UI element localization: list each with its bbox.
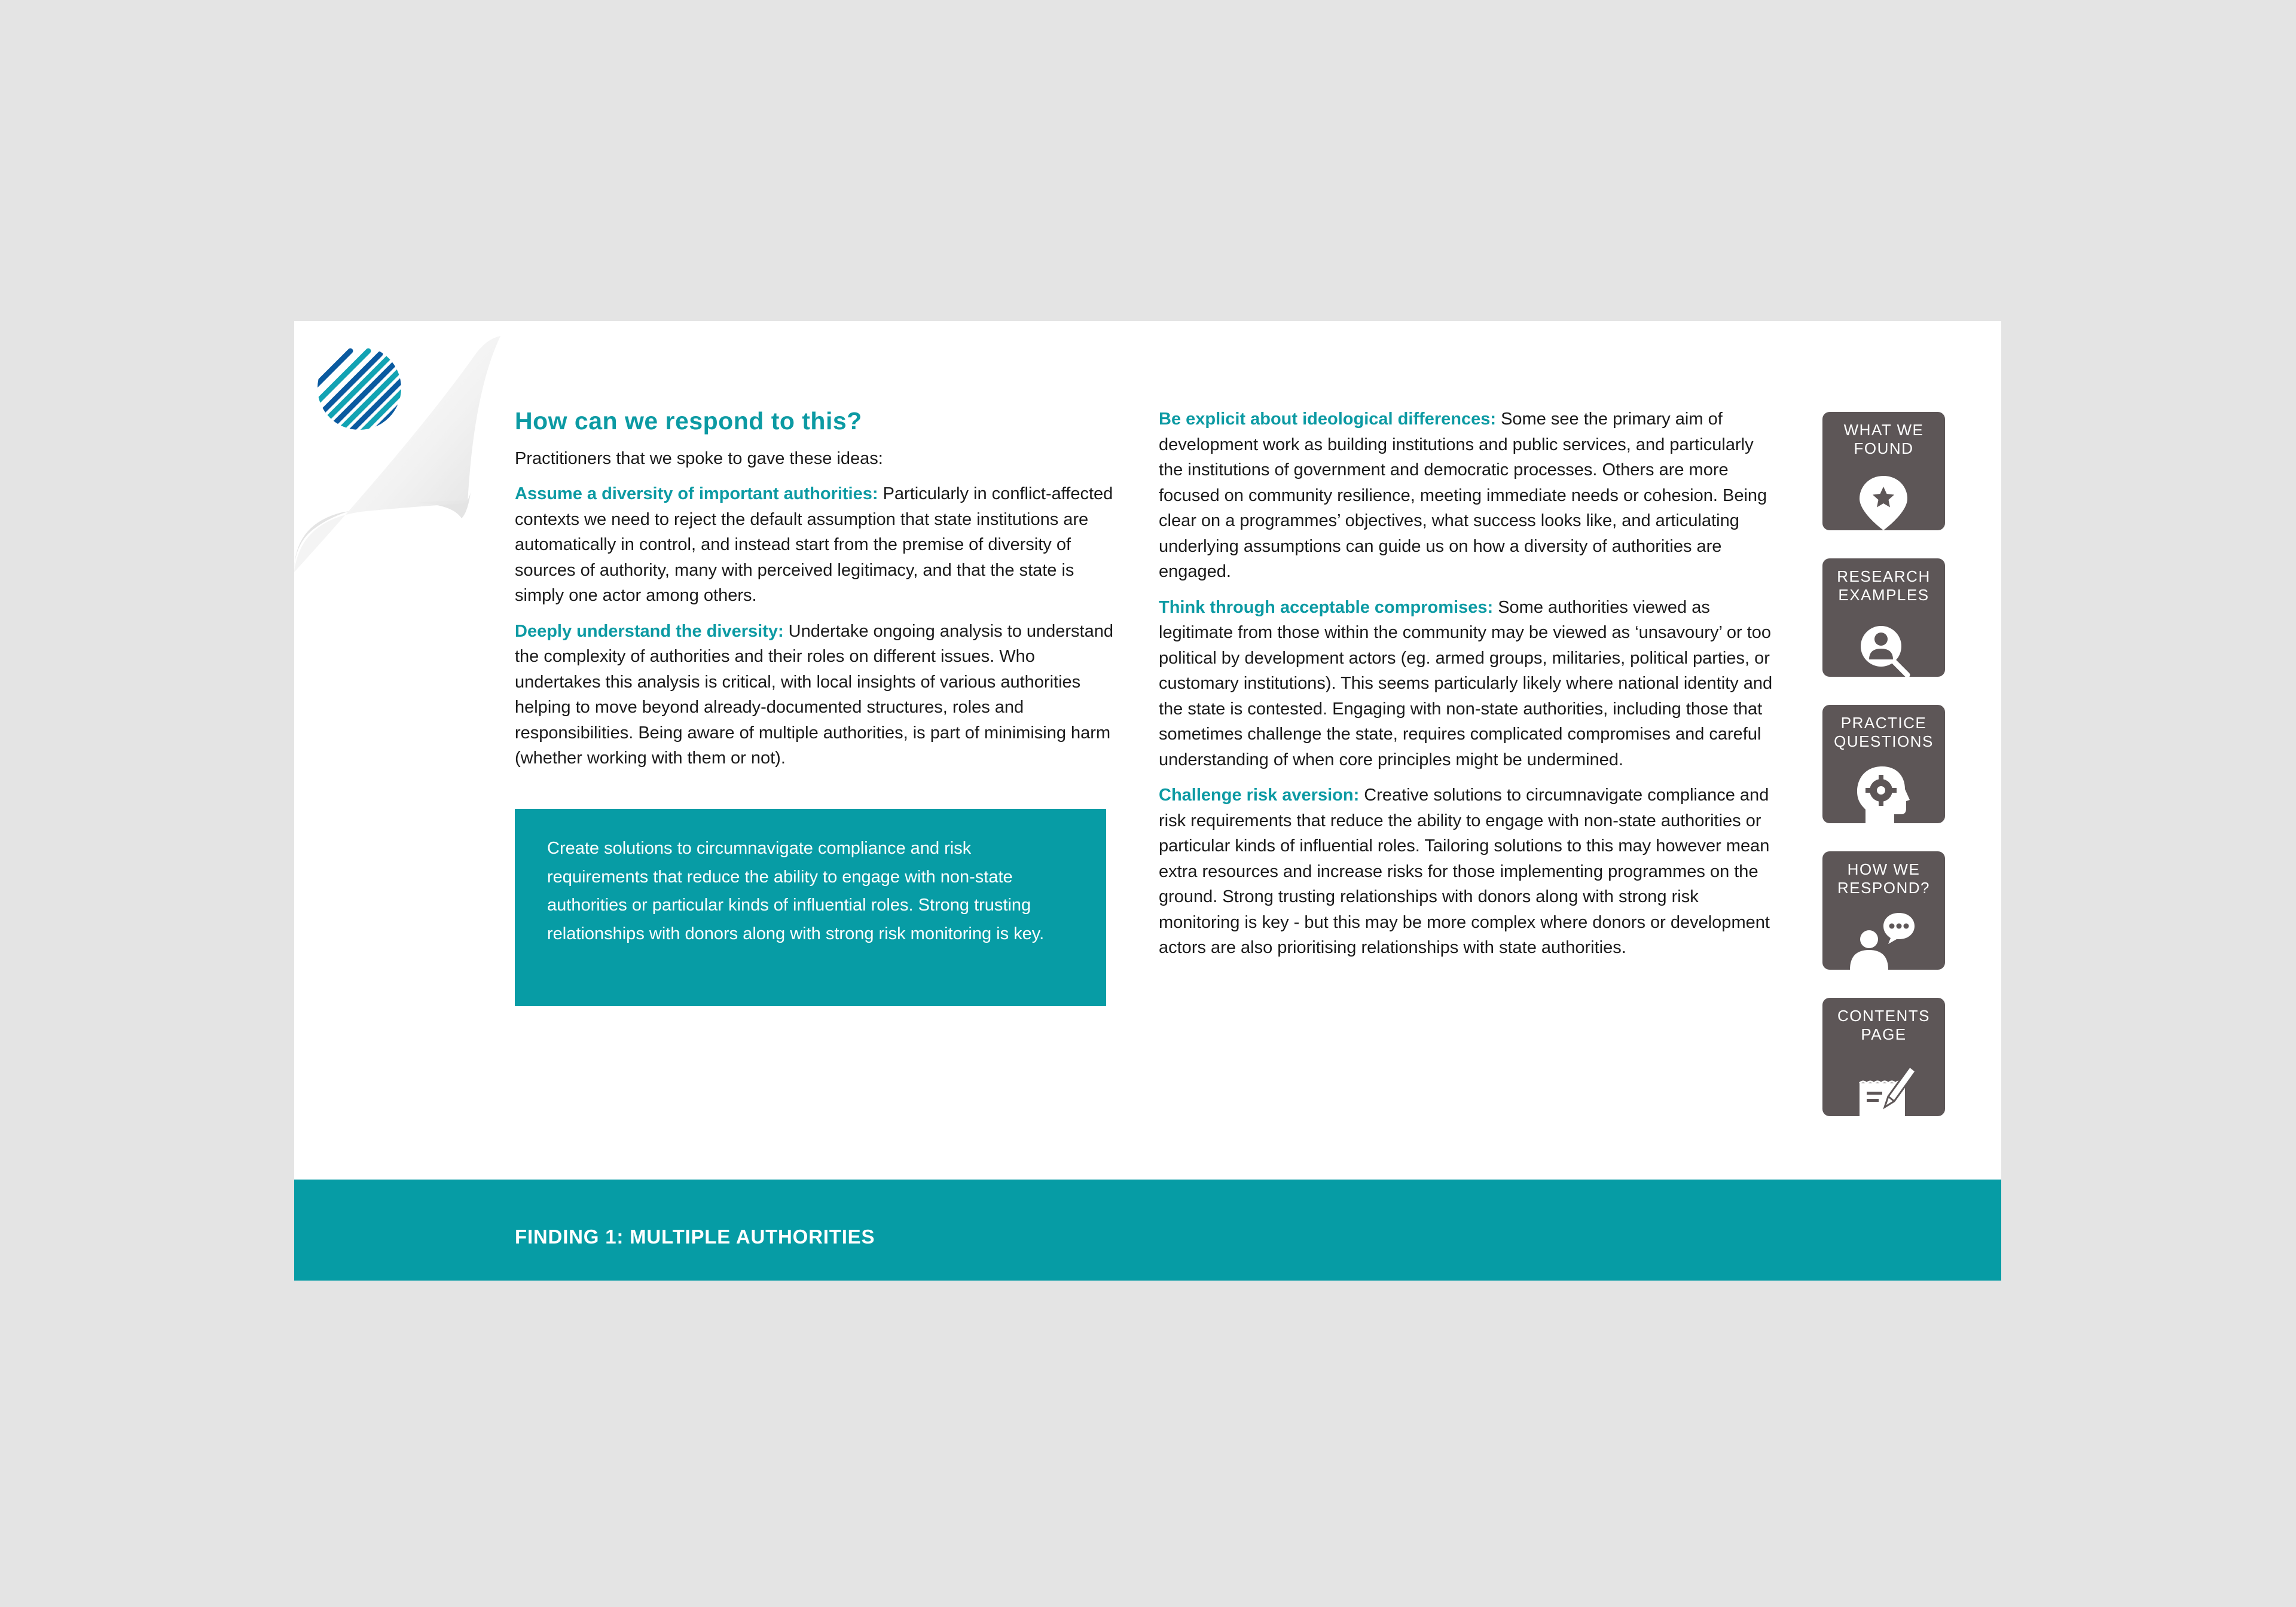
nav-research-examples-button[interactable] <box>1822 558 1945 677</box>
paragraph <box>515 619 1119 771</box>
paragraph-lead: Be explicit about ideological differences: <box>1159 410 1497 429</box>
left-column <box>515 481 1119 781</box>
paragraph-body: Undertake ongoing analysis to understand the complexity of authorities and their roles on different issues. Who undertakes this analysis is critical, with local insights of various authorities helping to move beyond already-documented structures, roles and responsibilities. Being aware of multiple authorities, is part of minimising harm (whether working with them or not). <box>515 621 1113 768</box>
paragraph-lead: Deeply understand the diversity: <box>515 621 784 641</box>
paragraph <box>1159 407 1781 585</box>
paragraph-body: Particularly in conflict-affected contexts we need to reject the default assumption that state institutions are automatically in control, and instead start from the premise of diversity of sources of authority, many with perceived legitimacy, and that the state is simply one actor among others. <box>515 484 1113 605</box>
nav-what-we-found-button[interactable] <box>1822 412 1945 530</box>
paragraph-body: Creative solutions to circumnavigate compliance and risk requirements that reduce the ability to engage with non-state authorities or particular kinds of influential roles. Tailoring solutions to this may however mean extra resources and increase risks for those implementing programmes on the ground. Strong trusting relationships with donors along with strong risk monitoring is key - but this may be more complex where donors or development actors are also prioritising relationships with state authorities. <box>1159 786 1770 957</box>
nav-label: RESEARCH EXAMPLES <box>1837 567 1931 604</box>
paragraph <box>1159 783 1781 961</box>
nav-label: HOW WE RESPOND? <box>1837 860 1931 897</box>
head-gear-icon <box>1848 762 1919 823</box>
paragraph-body: Some see the primary aim of development work as building institutions and public services, and particularly the institutions of government and democratic processes. Others are more focused on community resilience, meeting immediate needs or cohesion. Being clear on a programmes’ objectives, what success looks like, and articulating underlying assumptions can guide us on how a diversity of authorities are engaged. <box>1159 410 1767 581</box>
nav-contents-page-button[interactable] <box>1822 998 1945 1116</box>
nav-label: PRACTICE QUESTIONS <box>1834 714 1934 750</box>
footer-label: FINDING 1: MULTIPLE AUTHORITIES <box>515 1226 875 1248</box>
paragraph-lead: Challenge risk aversion: <box>1159 786 1360 805</box>
map-pin-star-icon <box>1848 469 1919 530</box>
callout-text: Create solutions to circumnavigate compliance and risk requirements that reduce the ability to engage with non-state authorities or particular kinds of influential roles. Strong trusting relationships with donors along with strong risk monitoring is key. <box>547 839 1045 943</box>
nav-practice-questions-button[interactable] <box>1822 705 1945 823</box>
paragraph <box>515 481 1119 609</box>
paragraph <box>1159 595 1781 773</box>
callout-box <box>515 809 1106 1006</box>
nav-label: CONTENTS PAGE <box>1837 1007 1930 1043</box>
person-magnifier-icon <box>1848 615 1919 677</box>
paragraph-lead: Assume a diversity of important authorities: <box>515 484 878 503</box>
nav-how-we-respond-button[interactable] <box>1822 851 1945 970</box>
document-page <box>294 321 2001 1281</box>
footer-bar <box>294 1180 2001 1281</box>
section-heading: How can we respond to this? <box>515 407 862 435</box>
organisation-logo <box>315 345 410 441</box>
nav-label: WHAT WE FOUND <box>1843 421 1924 457</box>
intro-text: Practitioners that we spoke to gave these ideas: <box>515 449 883 468</box>
right-column <box>1159 407 1781 971</box>
paragraph-body: Some authorities viewed as legitimate from those within the community may be viewed as ‘unsavoury’ or too political by development actors (eg. armed groups, militaries, political parties, or customary institutions). This seems particularly likely where national identity and the state is contested. Engaging with non-state authorities, including those that sometimes challenge the state, requires complicated compromises and careful understanding of when core principles might be undermined. <box>1159 597 1773 769</box>
person-speech-bubble-icon <box>1848 908 1919 970</box>
notepad-pencil-icon <box>1848 1055 1919 1116</box>
paragraph-lead: Think through acceptable compromises: <box>1159 597 1494 617</box>
